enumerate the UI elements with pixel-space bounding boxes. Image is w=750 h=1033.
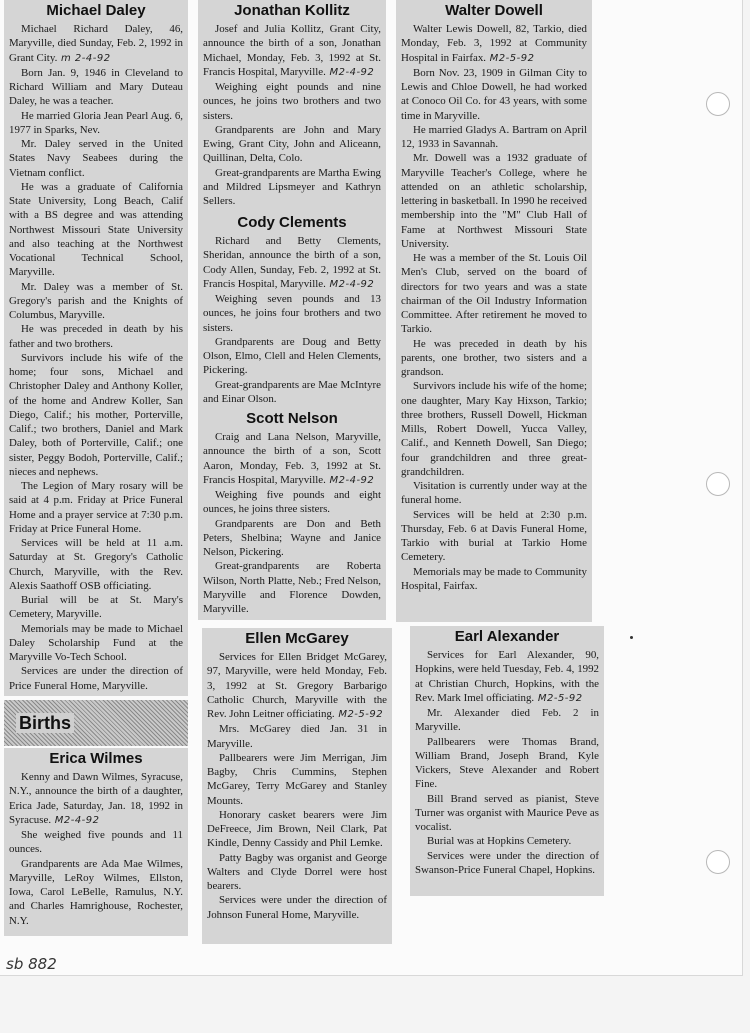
clipping-paragraph: Kenny and Dawn Wilmes, Syracuse, N.Y., announce the birth of a daughter, Erica Jade, Saturday, Jan. 18, 1992 in Syracuse. M2-4-92	[9, 771, 183, 826]
clipping-paragraph: He was preceded in death by his parents, one brother, two sisters and a grandson.	[401, 337, 587, 378]
clipping-body	[9, 22, 183, 693]
clipping-paragraph: Services for Earl Alexander, 90, Hopkins, were held Tuesday, Feb. 4, 1992 at Christian Church, Hopkins, with the Rev. Mark Imel officiating. M2-5-92	[415, 649, 599, 704]
clipping-paragraph: He was a graduate of California State University, Long Beach, Calif with a BS degree and was attending Northwest Missouri State University and also teaching at the Northwest Vocational Technical School, Maryville.	[9, 180, 183, 279]
clipping-paragraph: He married Gladys A. Bartram on April 12, 1933 in Savannah.	[401, 123, 587, 150]
binder-hole-middle	[706, 472, 730, 496]
clipping-paragraph: Grandparents are Don and Beth Peters, Shelbina; Wayne and Janice Nelson, Pickering.	[203, 517, 381, 558]
clipping-erica-wilmes	[4, 748, 188, 936]
clipping-paragraph: Mr. Daley was a member of St. Gregory's parish and the Knights of Columbus, Maryville.	[9, 280, 183, 321]
clipping-paragraph: Great-grandparents are Roberta Wilson, North Platte, Neb.; Fred Nelson, Maryville and Florence Dowden, Maryville.	[203, 560, 381, 615]
clipping-paragraph: Walter Lewis Dowell, 82, Tarkio, died Monday, Feb. 3, 1992 at Community Hospital in Fairfax. M2-5-92	[401, 23, 587, 64]
ink-speck	[630, 636, 633, 639]
clipping-walter-dowell	[396, 0, 592, 622]
clipping-paragraph: Pallbearers were Jim Merrigan, Jim Bagby, Chris Cummins, Stephen McGarey, Terry McGarey and Stanley Mounts.	[207, 751, 387, 807]
handwritten-date-stamp: M2-4-92	[325, 66, 375, 78]
binder-hole-bottom	[706, 850, 730, 874]
clipping-body	[415, 648, 599, 877]
clipping-paragraph: Weighing eight pounds and nine ounces, he joins two brothers and two sisters.	[203, 81, 381, 122]
handwritten-date-stamp: M2-5-92	[486, 52, 535, 64]
clipping-paragraph: He married Gloria Jean Pearl Aug. 6, 1977 in Sparks, Nev.	[9, 109, 183, 136]
handwritten-date-stamp: M2-4-92	[51, 814, 100, 826]
clipping-paragraph: Services were under the direction of Johnson Funeral Home, Maryville.	[207, 894, 387, 921]
handwritten-date-stamp: M2-5-92	[534, 692, 583, 704]
clipping-paragraph: Honorary casket bearers were Jim DeFreece, Jim Brown, Neil Clark, Pat Kindle, Denny Cassidy and Phil Lemke.	[207, 808, 387, 850]
clipping-paragraph: Services for Ellen Bridget McGarey, 97, Maryville, were held Monday, Feb. 3, 1992 at St. Gregory Barbarigo Catholic Church, Maryville with the Rev. John Leitner officiating. M2-5-92	[207, 651, 387, 720]
births-section-header	[4, 700, 188, 746]
clipping-paragraph: Weighing seven pounds and 13 ounces, he joins four brothers and two sisters.	[203, 293, 381, 334]
births-label: Births	[16, 713, 74, 733]
clipping-paragraph: Mr. Dowell was a 1932 graduate of Maryville Teacher's College, where he attended on an athletic scholarship, lettering in basketball. In 1990 he received membership into the "M" Club Hall of Fame at Northwest Missouri State University.	[401, 152, 587, 250]
clipping-paragraph: Mr. Daley served in the United States Navy Seabees during the Vietnam conflict.	[9, 138, 183, 179]
clipping-paragraph: Services were under the direction of Swanson-Price Funeral Chapel, Hopkins.	[415, 849, 599, 876]
clipping-title: Michael Daley	[46, 2, 146, 19]
clipping-body	[203, 234, 381, 406]
clipping-paragraph: Craig and Lana Nelson, Maryville, announce the birth of a son, Scott Aaron, Monday, Feb. 3, 1992 at St. Francis Hospital, Maryville. M2-4-92	[203, 431, 381, 486]
clipping-paragraph: Michael Richard Daley, 46, Maryville, died Sunday, Feb. 2, 1992 in Grant City. m 2-4-92	[9, 23, 183, 64]
clipping-paragraph: Born Jan. 9, 1946 in Cleveland to Richard William and Mary Duteau Daley, he was a teacher.	[9, 66, 183, 108]
clipping-paragraph: The Legion of Mary rosary will be said at 4 p.m. Friday at Price Funeral Home and a prayer service at 7:30 p.m. Friday at Price Funeral Home.	[9, 480, 183, 535]
clipping-paragraph: Mr. Alexander died Feb. 2 in Maryville.	[415, 707, 599, 734]
clipping-title: Scott Nelson	[246, 410, 338, 427]
handwritten-date-stamp: M2-5-92	[334, 709, 384, 720]
clipping-body	[203, 22, 381, 208]
clipping-paragraph: Great-grandparents are Mae McIntyre and Einar Olson.	[203, 378, 381, 405]
handwritten-date-stamp: M2-4-92	[325, 474, 375, 486]
clipping-michael-daley	[4, 0, 188, 696]
clipping-ellen-mcgarey	[202, 628, 392, 944]
clipping-paragraph: Visitation is currently under way at the funeral home.	[401, 480, 587, 507]
clipping-title: Walter Dowell	[445, 2, 543, 19]
clipping-paragraph: Services will be held at 2:30 p.m. Thursday, Feb. 6 at Davis Funeral Home, Tarkio with burial at Tarkio Home Cemetery.	[401, 508, 587, 564]
clipping-body	[401, 22, 587, 593]
clipping-title: Jonathan Kollitz	[234, 2, 350, 19]
clipping-body	[207, 650, 387, 922]
clipping-paragraph: Memorials may be made to Community Hospital, Fairfax.	[401, 565, 587, 592]
clipping-title: Earl Alexander	[454, 628, 560, 645]
clipping-paragraph: Burial will be at St. Mary's Cemetery, Maryville.	[9, 594, 183, 621]
binder-hole-top	[706, 92, 730, 116]
clipping-paragraph: He was preceded in death by his father and two brothers.	[9, 323, 183, 350]
clipping-paragraph: Bill Brand served as pianist, Steve Turner was organist with Maurice Peve as vocalist.	[415, 792, 599, 833]
clipping-paragraph: Grandparents are John and Mary Ewing, Grant City, John and Aliceann, Quillinan, Delta, Colo.	[203, 123, 381, 165]
handwritten-date-stamp: M2-4-92	[325, 278, 375, 290]
clipping-title: Cody Clements	[237, 214, 347, 231]
handwritten-date-stamp: m 2-4-92	[57, 52, 111, 64]
clipping-body	[9, 770, 183, 928]
clipping-paragraph: Grandparents are Ada Mae Wilmes, Maryville, LeRoy Wilmes, Ellston, Iowa, Carol LeBelle, Ramulus, N.Y. and Charles Hamrighouse, Rochester, N.Y.	[9, 857, 183, 927]
clipping-paragraph: Services are under the direction of Price Funeral Home, Maryville.	[9, 665, 183, 692]
clipping-paragraph: Survivors include his wife of the home; four sons, Michael and Christopher Daley and Anthony Koller, of the home and Andrew Koller, San Diego, Calif.; his mother, Porterville, Calif.; two brothers, Daniel and Mark Daley, both of Porterville, Calif.; one sister, Peggy Bodoh, Porterville, Calif.; nieces and nephews.	[9, 351, 183, 478]
clipping-paragraph: Burial was at Hopkins Cemetery.	[427, 835, 572, 848]
clipping-paragraph: Services will be held at 11 a.m. Saturday at St. Gregory's Catholic Church, Maryville, with the Rev. Alexis Saathoff OSB officiating.	[9, 537, 183, 592]
clipping-title: Erica Wilmes	[49, 750, 143, 767]
clipping-paragraph: Great-grandparents are Martha Ewing and Mildred Lipsmeyer and Kathryn Sellers.	[203, 166, 381, 207]
clipping-paragraph: Josef and Julia Kollitz, Grant City, announce the birth of a son, Jonathan Michael, Monday, Feb. 3, 1992 at St. Francis Hospital, Maryville. M2-4-92	[203, 23, 381, 78]
clipping-title: Ellen McGarey	[245, 630, 349, 647]
clipping-paragraph: Pallbearers were Thomas Brand, William Brand, Joseph Brand, Kyle Vickers, Steve Alexander and Robert Fine.	[415, 735, 599, 791]
clipping-paragraph: Memorials may be made to Michael Daley Scholarship Fund at the Maryville Vo-Tech School.	[9, 622, 183, 663]
clipping-scott-nelson	[198, 408, 386, 620]
clipping-paragraph: She weighed five pounds and 11 ounces.	[9, 829, 183, 856]
clipping-body	[203, 430, 381, 616]
clipping-paragraph: Weighing five pounds and eight ounces, he joins three sisters.	[203, 489, 381, 516]
clipping-paragraph: Grandparents are Doug and Betty Olson, Elmo, Clell and Helen Clements, Pickering.	[203, 335, 381, 377]
clipping-paragraph: Richard and Betty Clements, Sheridan, announce the birth of a son, Cody Allen, Sunday, Feb. 2, 1992 at St. Francis Hospital, Maryville. M2-4-92	[203, 235, 381, 290]
clipping-paragraph: Mrs. McGarey died Jan. 31 in Maryville.	[207, 723, 387, 750]
clipping-paragraph: Survivors include his wife of the home; one daughter, Mary Kay Hixson, Tarkio; three brothers, Russell Dowell, Hickman Mills, Robert Dowell, Yucca Valley, Calif., and Kenneth Dowell, San Diego; four grandchildren and three great-grandchildren.	[401, 380, 587, 478]
clipping-paragraph: Patty Bagby was organist and George Walters and Clyde Dorrel were host bearers.	[207, 851, 387, 892]
clipping-jonathan-kollitz	[198, 0, 386, 212]
clipping-paragraph: He was a member of the St. Louis Oil Men's Club, served on the board of directors for two years and was a state chairman of the Oil Industry Information Committee. After retirement he moved to Tarkio.	[401, 252, 587, 336]
clipping-paragraph: Born Nov. 23, 1909 in Gilman City to Lewis and Chloe Dowell, he had worked at Conoco Oil Co. for 43 years, with some time in Maryville.	[401, 66, 587, 122]
clipping-cody-clements	[198, 212, 386, 408]
clipping-earl-alexander	[410, 626, 604, 896]
handwritten-page-number: sb 882	[6, 955, 57, 973]
